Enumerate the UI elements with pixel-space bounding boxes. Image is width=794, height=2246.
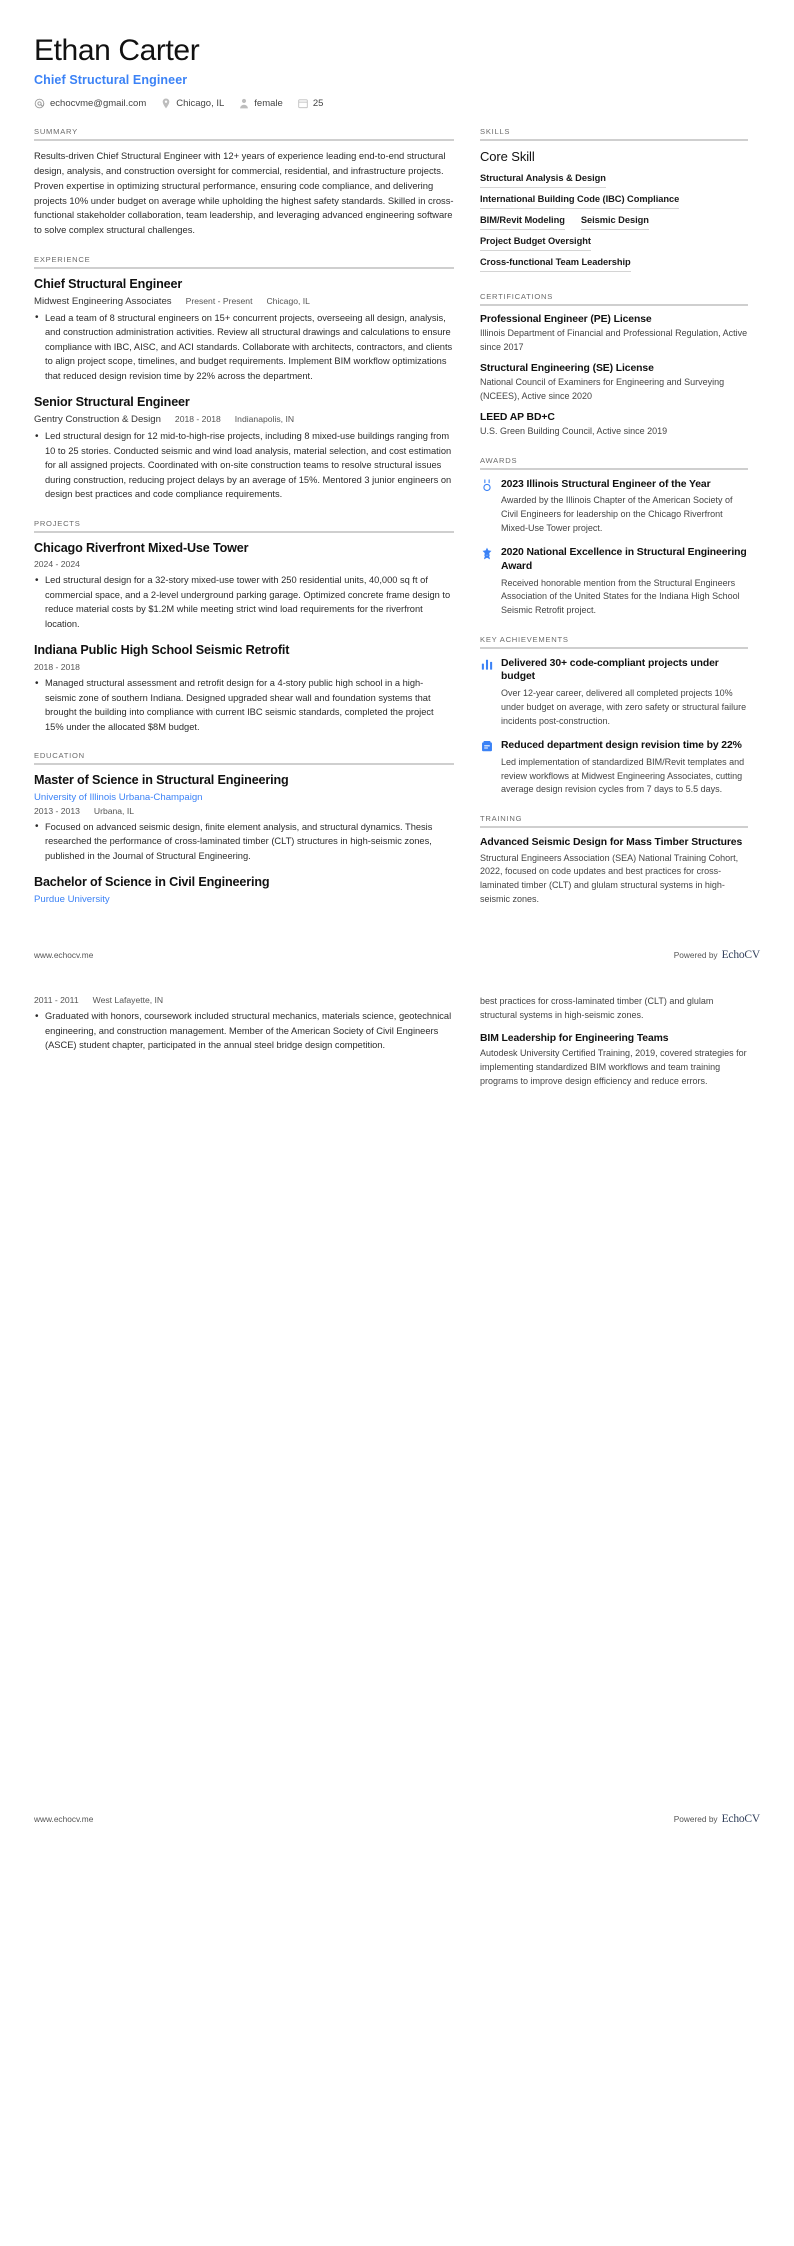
- list-item: • Led structural design for 12 mid-to-high-rise projects, including 8 mixed-use buildings ranging from 10 to 25 stories. Conducted seismic and wind load analysis, material selection, and cost estimation for all assigned projects. Coordinated with on-site construction teams to resolve structural issues during construction, reducing project delays by an average of 15%. Mentored 3 junior engineers on design best practices and code compliance requirements.: [34, 429, 454, 502]
- experience-job-title: Senior Structural Engineer: [34, 395, 190, 410]
- section-label-certifications: CERTIFICATIONS: [480, 292, 554, 301]
- project-title: Chicago Riverfront Mixed-Use Tower: [34, 540, 249, 555]
- section-divider: [34, 139, 454, 141]
- footer-powered-by-label: Powered by: [673, 950, 718, 961]
- section-divider: [480, 826, 748, 828]
- footer-brand-name: EchoCV: [721, 1813, 760, 1826]
- section-certifications: [480, 292, 748, 439]
- section-divider: [480, 647, 748, 649]
- list-item: • Led structural design for a 32-story mixed-use tower with 250 residential units, 40,000 sq ft of commercial space, and a 2-level underground parking garage. Optimized concrete frame design to reduce material costs by $1.2M while meeting strict wind load requirements for the riverfront location.: [34, 573, 454, 631]
- education-meta: [34, 806, 454, 816]
- achievement-title: Delivered 30+ code-compliant projects under budget: [501, 657, 719, 683]
- section-divider: [34, 763, 454, 765]
- project-entry: [34, 643, 454, 734]
- certification-issuer: U.S. Green Building Council, Active since 2019: [480, 426, 668, 436]
- section-awards: [480, 456, 748, 618]
- achievement-item: [480, 657, 748, 728]
- award-description: Received honorable mention from the Structural Engineers Association of the United States for the Indiana High School Seismic Retrofit project.: [501, 577, 740, 616]
- resume-page-2: [0, 995, 794, 1825]
- experience-company: Midwest Engineering Associates: [34, 295, 172, 307]
- experience-job-title: Chief Structural Engineer: [34, 277, 183, 292]
- project-bullets: [34, 676, 454, 734]
- resume-main-column: [34, 127, 454, 922]
- section-summary: [34, 127, 454, 238]
- training-title: BIM Leadership for Engineering Teams: [480, 1032, 669, 1044]
- achievement-text: [501, 657, 748, 728]
- training-description-continued: best practices for cross-laminated timber (CLT) and glulam structural systems in high-seismic zones.: [480, 996, 714, 1021]
- skill-item: BIM/Revit Modeling: [480, 212, 565, 230]
- resume-main-column-continued: [34, 995, 454, 1056]
- project-dates: 2018 - 2018: [34, 662, 80, 673]
- person-icon: [239, 98, 249, 109]
- education-dates: 2011 - 2011: [34, 995, 79, 1006]
- chart-bars-icon: [480, 658, 493, 671]
- certification-item: [480, 363, 748, 403]
- skill-row: [480, 212, 748, 233]
- skill-item: Structural Analysis & Design: [480, 170, 606, 188]
- education-school[interactable]: University of Illinois Urbana-Champaign: [34, 791, 203, 803]
- contact-age-text: 25: [312, 97, 324, 109]
- achievement-title: Reduced department design revision time by 22%: [501, 740, 742, 752]
- section-experience: [34, 255, 454, 501]
- project-entry: [34, 541, 454, 632]
- section-key-achievements: [480, 635, 748, 797]
- experience-bullets: [34, 311, 454, 384]
- page-whitespace: [0, 1097, 794, 1787]
- contact-location: [161, 98, 224, 109]
- contact-email-text: echocvme@gmail.com: [50, 97, 147, 109]
- skill-item: Project Budget Oversight: [480, 233, 591, 251]
- footer-brand-name: EchoCV: [721, 949, 760, 962]
- section-projects: [34, 519, 454, 734]
- candidate-name: Ethan Carter: [34, 34, 200, 67]
- calendar-icon: [298, 98, 308, 109]
- award-item: [480, 478, 748, 536]
- education-location: Urbana, IL: [93, 805, 135, 816]
- resume-body-continued: [0, 995, 794, 1097]
- section-label-training: TRAINING: [480, 813, 523, 823]
- list-item: • Focused on advanced seismic design, finite element analysis, and structural dynamics. Thesis researched the performance of cross-laminated timber (CLT) structures in high-seismic zones, published in the Journal of Structural Engineering.: [34, 820, 454, 864]
- skill-row: [480, 233, 748, 254]
- certification-issuer: National Council of Examiners for Engineering and Surveying (NCEES), Active since 2020: [480, 377, 725, 401]
- award-title: 2023 Illinois Structural Engineer of the Year: [501, 478, 711, 490]
- resume-sidebar-column-continued: [480, 995, 748, 1097]
- section-divider: [480, 468, 748, 470]
- experience-location: Chicago, IL: [266, 295, 310, 306]
- section-skills: [480, 127, 748, 275]
- training-title: Advanced Seismic Design for Mass Timber Structures: [480, 836, 743, 848]
- resume-header: [34, 34, 760, 109]
- experience-company: Gentry Construction & Design: [34, 414, 161, 426]
- certification-issuer: Illinois Department of Financial and Professional Regulation, Active since 2017: [480, 328, 748, 352]
- education-bullets: [34, 1009, 454, 1053]
- section-training: [480, 814, 748, 906]
- experience-entry: [34, 395, 454, 501]
- skill-row: [480, 191, 748, 212]
- education-degree: Master of Science in Structural Engineering: [34, 773, 289, 788]
- award-item: [480, 546, 748, 617]
- experience-bullets: [34, 429, 454, 502]
- education-bullets: [34, 820, 454, 864]
- skill-row: [480, 254, 748, 275]
- achievement-description: Over 12-year career, delivered all completed projects 10% under budget on average, with zero safety or structural failure incidents post-construction.: [501, 688, 747, 726]
- contact-row: [34, 98, 760, 109]
- contact-age: [298, 98, 324, 109]
- section-label-awards: AWARDS: [480, 455, 518, 465]
- experience-dates: Present - Present: [185, 295, 253, 306]
- certification-item: [480, 314, 748, 354]
- award-text: [501, 546, 748, 617]
- footer-url[interactable]: www.echocv.me: [34, 1814, 94, 1825]
- skills-list: [480, 170, 748, 275]
- footer-url[interactable]: www.echocv.me: [34, 950, 94, 961]
- section-label-skills: SKILLS: [480, 127, 511, 136]
- project-dates: 2024 - 2024: [34, 559, 80, 570]
- star-badge-icon: [480, 547, 493, 560]
- section-divider: [34, 531, 454, 533]
- contact-location-text: Chicago, IL: [176, 97, 225, 109]
- skill-item: Seismic Design: [581, 212, 649, 230]
- experience-location: Indianapolis, IN: [234, 414, 295, 425]
- achievement-description: Led implementation of standardized BIM/Revit templates and review workflows at Midwest Engineering Associates, cutting average design revision cycles from 7 days to 5.5 days.: [501, 756, 745, 795]
- list-item: • Managed structural assessment and retrofit design for a 4-story public high school in a high-seismic zone of southern Indiana. Designed upgraded shear wall and foundation systems that brought the building into compliance with current IBC seismic standards, completed the project 15% under the allocated $8M budget.: [34, 676, 454, 734]
- award-title: 2020 National Excellence in Structural Engineering Award: [501, 547, 747, 572]
- candidate-job-title: Chief Structural Engineer: [34, 73, 188, 87]
- experience-dates: 2018 - 2018: [174, 414, 221, 425]
- experience-entry: [34, 277, 454, 383]
- achievement-text: [501, 739, 748, 797]
- education-entry: [34, 773, 454, 863]
- project-title: Indiana Public High School Seismic Retrofit: [34, 643, 290, 658]
- footer-brand: [674, 1813, 760, 1825]
- award-text: [501, 478, 748, 536]
- resume-sidebar-column: [480, 127, 748, 923]
- page-footer: [0, 1813, 794, 1825]
- education-degree: Bachelor of Science in Civil Engineering: [34, 875, 270, 890]
- section-education: [34, 751, 454, 905]
- resume-body: [34, 127, 760, 923]
- resume-page-1: [0, 0, 794, 961]
- education-entry: [34, 875, 454, 905]
- list-item: • Lead a team of 8 structural engineers on 15+ concurrent projects, overseeing all design, analysis, and construction administration activities. Review all structural drawings and calculations to ensure compliance with IBC, AISC, and ACI standards. Collaborate with architects, contractors, and clients to align project scope, timelines, and budget requirements. Implement BIM workflow optimizations that reduced design revision time by 22% across the department.: [34, 311, 454, 384]
- section-divider: [480, 304, 748, 306]
- award-description: Awarded by the Illinois Chapter of the American Society of Civil Engineers for leadership on the Chicago Riverfront Mixed-Use Tower project.: [501, 495, 733, 533]
- section-divider: [34, 267, 454, 269]
- medal-icon: [480, 479, 493, 492]
- certification-name: Structural Engineering (SE) License: [480, 363, 654, 374]
- education-meta: [34, 995, 454, 1005]
- skills-group-title: Core Skill: [480, 149, 535, 164]
- footer-brand: [674, 949, 760, 961]
- list-item: • Graduated with honors, coursework included structural mechanics, materials science, geotechnical engineering, and construction management. Member of the American Society of Civil Engineers (ASCE) student chapter, participated in the annual steel bridge design competition.: [34, 1009, 454, 1053]
- education-school[interactable]: Purdue University: [34, 894, 110, 906]
- page-break: [0, 961, 794, 995]
- section-divider: [480, 139, 748, 141]
- training-item-continued: [480, 995, 748, 1022]
- experience-meta: [34, 296, 454, 307]
- education-entry-continued: [34, 995, 454, 1053]
- clipboard-icon: [480, 740, 493, 753]
- project-bullets: [34, 573, 454, 631]
- section-label-projects: PROJECTS: [34, 518, 81, 528]
- location-icon: [161, 98, 171, 109]
- contact-email: [34, 98, 146, 109]
- education-location: West Lafayette, IN: [92, 995, 164, 1006]
- footer-powered-by-label: Powered by: [673, 1814, 718, 1825]
- contact-gender-text: female: [254, 97, 283, 109]
- skill-item: Cross-functional Team Leadership: [480, 254, 631, 272]
- education-dates: 2013 - 2013: [34, 805, 80, 816]
- experience-meta: [34, 414, 454, 425]
- section-label-experience: EXPERIENCE: [34, 255, 91, 265]
- achievement-item: [480, 739, 748, 797]
- training-item: [480, 836, 748, 906]
- page-footer: [34, 949, 760, 961]
- section-label-key-achievements: KEY ACHIEVEMENTS: [480, 634, 569, 644]
- section-label-summary: SUMMARY: [34, 127, 78, 136]
- section-label-education: EDUCATION: [34, 751, 85, 761]
- certification-item: [480, 412, 748, 439]
- training-description: Autodesk University Certified Training, 2019, covered strategies for implementing standardized BIM workflows and team training programs to improve design efficiency and reduce errors.: [480, 1048, 747, 1086]
- training-item: [480, 1032, 748, 1089]
- skill-item: International Building Code (IBC) Compliance: [480, 191, 679, 209]
- training-description: Structural Engineers Association (SEA) National Training Cohort, 2022, focused on code updates and best practices for cross-laminated timber (CLT) and glulam structural systems in high-seismic zones.: [480, 852, 739, 904]
- at-icon: [34, 98, 45, 109]
- certification-name: Professional Engineer (PE) License: [480, 314, 652, 325]
- contact-gender: [239, 98, 283, 109]
- summary-text: Results-driven Chief Structural Engineer with 12+ years of experience leading end-to-end structural design, analysis, and construction oversight for commercial, residential, and infrastructure projects. Proven expertise in optimizing structural performance, ensuring code compliance, and delivering projects 10% under budget on average while upholding the highest safety standards. Skilled in cross-functional stakeholder collaboration, team leadership, and leveraging advanced engineering software to solve complex structural challenges.: [34, 150, 454, 236]
- certification-name: LEED AP BD+C: [480, 412, 555, 423]
- skill-row: [480, 170, 748, 191]
